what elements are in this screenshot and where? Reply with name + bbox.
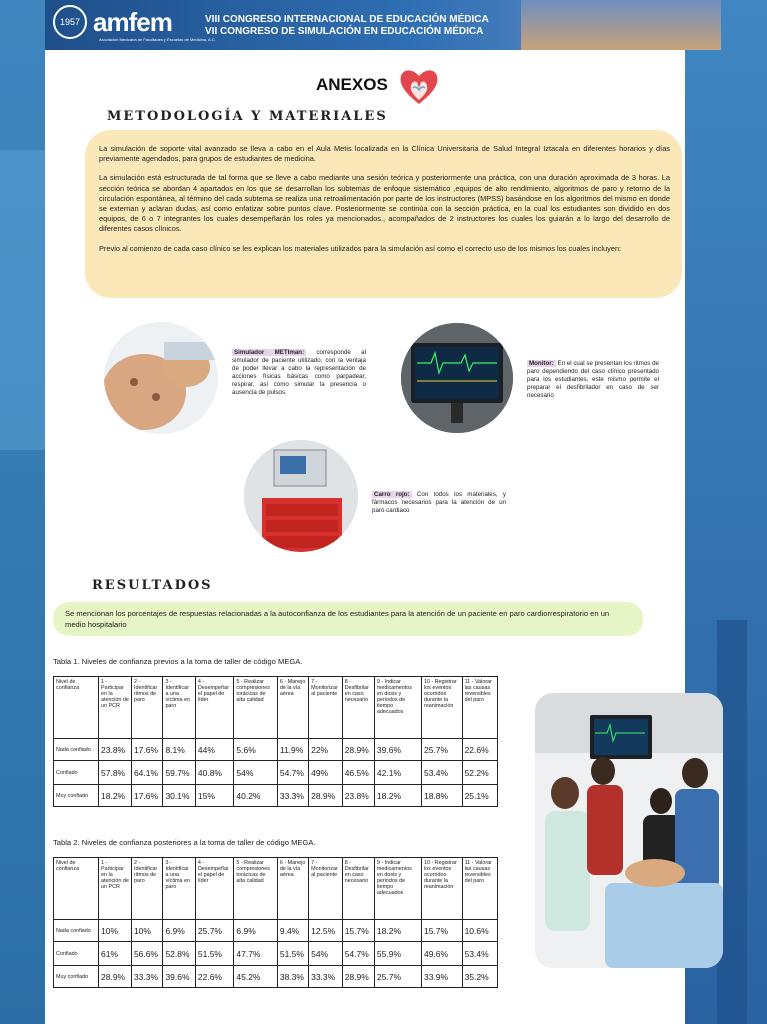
row-label: Confiado (54, 942, 99, 966)
table-cell: 51.5% (277, 942, 308, 966)
simulator-label: Simulador METIman: (234, 349, 305, 356)
table-cell: 61% (99, 942, 132, 966)
table-cell: 23.8% (342, 785, 374, 807)
table-cell: 40.8% (195, 761, 234, 785)
header-cell: 4 - Desempeñar el papel de líder (195, 858, 234, 920)
table-cell: 44% (195, 739, 234, 761)
header-cell: 9 - Indicar medicamentos en dosis y periodos de tiempo adecuados (374, 858, 421, 920)
header-cell: 5 - Realizar compresiones torácicas de alta calidad (234, 677, 277, 739)
table-cell: 30.1% (163, 785, 195, 807)
table-cell: 22.6% (195, 966, 234, 988)
table-header-row (54, 858, 498, 920)
row-label: Muy confiado (54, 966, 99, 988)
table-cell: 9.4% (277, 920, 308, 942)
table-cell: 15.7% (342, 920, 374, 942)
table-cell: 49.6% (421, 942, 462, 966)
monitor-photo (401, 323, 513, 433)
table-cell: 33.9% (421, 966, 462, 988)
table-cell: 25.7% (374, 966, 421, 988)
header-cell: 11 - Valorar las causas reversibles del paro (462, 858, 497, 920)
table-cell: 56.6% (131, 942, 162, 966)
table-cell: 47.7% (234, 942, 277, 966)
simulator-caption (232, 349, 366, 397)
table-cell: 45.2% (234, 966, 277, 988)
header-cell: 2 - Identificar ritmos de paro (131, 858, 162, 920)
header-cell: 1 - Participar en la atención de un PCR (99, 858, 132, 920)
header-cell: 10 - Registrar los eventos ocurridos durante la reanimación (421, 858, 462, 920)
header-cell: 8 - Desfibrilar en caso necesario (342, 858, 374, 920)
methodology-box (85, 130, 682, 298)
table-cell: 23.8% (99, 739, 132, 761)
table-row (54, 785, 498, 807)
header-cell: 7 - Monitorizar al paciente (309, 677, 343, 739)
row-label: Nada confiado (54, 739, 99, 761)
table-cell: 25.7% (421, 739, 462, 761)
table-cell: 54.7% (342, 942, 374, 966)
heart-hands-icon (398, 66, 440, 106)
header-cell: Nivel de confianza (54, 858, 99, 920)
results-heading: RESULTADOS (92, 578, 213, 593)
crash-cart-text: Con todos los materiales, y fármacos necesarios para la atención de un paro cardiaco (372, 491, 506, 514)
table-cell: 52.8% (163, 942, 195, 966)
table-cell: 28.9% (342, 966, 374, 988)
header-cell: 11 - Valorar las causas reversibles del paro (462, 677, 497, 739)
table-cell: 18.2% (99, 785, 132, 807)
table-cell: 5.6% (234, 739, 277, 761)
table-cell: 54% (309, 942, 343, 966)
table-cell: 28.9% (309, 785, 343, 807)
crash-cart-label: Carro rojo: (374, 491, 410, 498)
table-cell: 18.2% (374, 920, 421, 942)
table-cell: 18.2% (374, 785, 421, 807)
header-cell: 1 - Participar en la atención de un PCR (99, 677, 132, 739)
header-cell: 3 - Identificar a una víctima en paro (163, 858, 195, 920)
table1 (53, 676, 498, 807)
table-cell: 57.8% (99, 761, 132, 785)
monitor-caption (527, 360, 659, 400)
congress-line-2: VII CONGRESO DE SIMULACIÓN EN EDUCACIÓN MÉDICA (205, 26, 484, 37)
table-cell: 8.1% (163, 739, 195, 761)
table-cell: 15.7% (421, 920, 462, 942)
table-cell: 33.3% (131, 966, 162, 988)
header-cell: Nivel de confianza (54, 677, 99, 739)
crash-cart-caption (372, 491, 506, 515)
logo-subtitle: Asociación Mexicana de Facultades y Escuelas de Medicina, A.C. (99, 37, 216, 42)
table-cell: 39.6% (163, 966, 195, 988)
table-cell: 12.5% (309, 920, 343, 942)
table-cell: 42.1% (374, 761, 421, 785)
table-cell: 54.7% (277, 761, 308, 785)
table2-caption: Tabla 2. Niveles de confianza posteriores a la toma de taller de código MEGA. (53, 838, 316, 847)
table-row (54, 739, 498, 761)
table-cell: 22.6% (462, 739, 497, 761)
congress-line-1: VIII CONGRESO INTERNACIONAL DE EDUCACIÓN MÉDICA (205, 14, 489, 25)
header-cell: 4 - Desempeñar el papel de líder (195, 677, 234, 739)
methodology-paragraph-1: La simulación de soporte vital avanzado se lleva a cabo en el Aula Metis localizada en la Clínica Universitaria de Salud Integral Iztacala en diferentes horarios y días previamente agendados, para grupos de estudiantes de medicina. (99, 144, 670, 164)
header-cell: 8 - Desfibrilar en caso necesario (342, 677, 374, 739)
table-cell: 11.9% (277, 739, 308, 761)
congress-title (205, 14, 489, 38)
table-cell: 25.1% (462, 785, 497, 807)
header-banner (45, 0, 721, 50)
table-cell: 64.1% (131, 761, 162, 785)
table-cell: 33.3% (277, 785, 308, 807)
header-cell: 3 - Identificar a una víctima en paro (163, 677, 195, 739)
table-cell: 10% (131, 920, 162, 942)
header-cell: 9 - Indicar medicamentos en dosis y periodos de tiempo adecuados (374, 677, 421, 739)
methodology-heading: METODOLOGÍA Y MATERIALES (107, 109, 388, 124)
table-cell: 6.9% (163, 920, 195, 942)
table1-caption: Tabla 1. Niveles de confianza previos a la toma de taller de código MEGA. (53, 657, 303, 666)
table-cell: 54% (234, 761, 277, 785)
table-cell: 33.3% (309, 966, 343, 988)
methodology-paragraph-2: La simulación está estructurada de tal forma que se lleve a cabo mediante una sesión teórica y posteriormente una práctica, con una duración aproximada de 3 horas. La sección teórica se abordan 4 apartados en los que se desarrollan los subtemas de enfoque sistemático ,equipos de alto rendimiento, algoritmos de paro y retorno de la circulación espontánea, al término del cada subtema se realiza una retroalimentación por parte de los instructores (MPSS) basándose en los algoritmos del mismo en donde se externan y aclaran dudas, así como enfatizar sobre puntos clave. Posteriormente se continúa con la sección práctica, en la cual los estudiantes son dividido en dos equipos, de 6 o 7 integrantes los cuales desempeñarán los roles ya mencionados., acompañados de 2 instructores los cuales los guiarán a lo largo del desarrollo de diferentes casos clínicos. (99, 173, 670, 234)
row-label: Nada confiado (54, 920, 99, 942)
table-row (54, 966, 498, 988)
simulator-photo (104, 322, 218, 434)
header-cell: 2 - Identificar ritmos de paro (131, 677, 162, 739)
header-cell: 5 - Realizar compresiones torácicas de alta calidad (234, 858, 277, 920)
table-cell: 15% (195, 785, 234, 807)
table-cell: 53.4% (421, 761, 462, 785)
header-cell: 10 - Registrar los eventos ocurridos durante la reanimación (421, 677, 462, 739)
methodology-paragraph-3: Previo al comienzo de cada caso clínico se les explican los materiales utilizados para la simulación así como el correcto uso de los mismos los cuales incluyen: (99, 243, 622, 253)
table-cell: 53.4% (462, 942, 497, 966)
table-cell: 6.9% (234, 920, 277, 942)
logo-text: amfem (93, 6, 172, 37)
header-cell: 6 - Manejo de la vía aérea (277, 858, 308, 920)
city-photo (521, 0, 721, 50)
table-cell: 18.8% (421, 785, 462, 807)
table-cell: 28.9% (342, 739, 374, 761)
row-label: Confiado (54, 761, 99, 785)
table-cell: 59.7% (163, 761, 195, 785)
row-label: Muy confiado (54, 785, 99, 807)
table-cell: 39.6% (374, 739, 421, 761)
table-row (54, 761, 498, 785)
table-row (54, 920, 498, 942)
table2 (53, 857, 498, 988)
table-cell: 49% (309, 761, 343, 785)
table-cell: 22% (309, 739, 343, 761)
table-cell: 55.9% (374, 942, 421, 966)
table-cell: 38.3% (277, 966, 308, 988)
table-cell: 51.5% (195, 942, 234, 966)
table-cell: 52.2% (462, 761, 497, 785)
table-cell: 10.6% (462, 920, 497, 942)
table-cell: 40.2% (234, 785, 277, 807)
monitor-label: Monitor: (529, 360, 554, 367)
page-title: ANEXOS (316, 75, 388, 94)
table-cell: 46.5% (342, 761, 374, 785)
table-cell: 35.2% (462, 966, 497, 988)
crash-cart-photo (244, 440, 358, 552)
header-cell: 7 - Monitorizar al paciente (309, 858, 343, 920)
table-cell: 10% (99, 920, 132, 942)
team-photo (535, 693, 723, 968)
table-cell: 25.7% (195, 920, 234, 942)
table-header-row (54, 677, 498, 739)
table-cell: 17.6% (131, 739, 162, 761)
table-row (54, 942, 498, 966)
simulator-text: corresponde al simulador de paciente utilizado, con la ventaja de poder llevar a cabo la representación de acciones físicas básicas como parpadear, respirar, así como simular la presencia o ausencia de pulsos. (232, 349, 366, 396)
results-intro-box: Se mencionan los porcentajes de respuestas relacionadas a la autoconfianza de los estudiantes para la atención de un paciente en paro cardiorrespiratorio en un medio hospitalario (53, 602, 643, 636)
header-cell: 6 - Manejo de la vía aérea (277, 677, 308, 739)
monitor-text: En el cual se presentan los ritmos de paro dependiendo del caso clínico presentado para los estudiantes, este mismo permite el preparar el desfibrilador en caso de ser necesario (527, 360, 659, 399)
table-cell: 17.6% (131, 785, 162, 807)
table-cell: 28.9% (99, 966, 132, 988)
logo-mark-icon: 1957 (53, 5, 87, 39)
amfem-logo (53, 5, 172, 39)
